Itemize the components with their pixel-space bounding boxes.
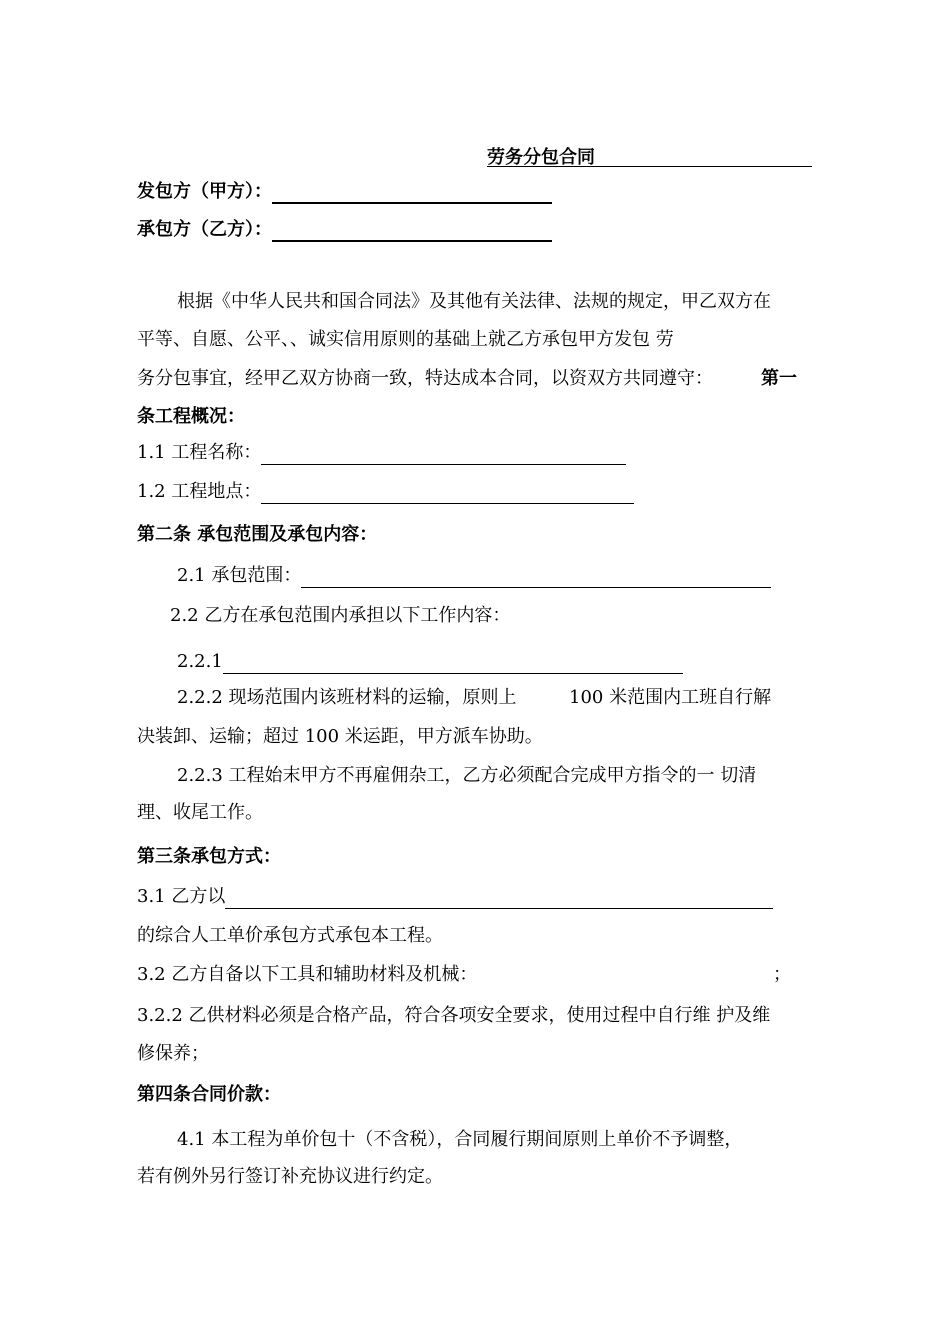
scope-blank: [301, 567, 771, 588]
project-name-blank: [261, 444, 626, 465]
item-1-1: [137, 441, 626, 465]
item-2-2: 2.2 乙方在承包范围内承担以下工作内容：: [170, 605, 511, 626]
item-2-2-1-label: 2.2.1: [177, 651, 223, 672]
item-2-1: [177, 564, 771, 588]
item-3-1: [137, 885, 773, 909]
article-1-heading: 条工程概况：: [137, 406, 245, 427]
work-content-blank: [223, 653, 683, 674]
item-3-2-semicolon: ；: [773, 964, 791, 985]
item-4-1-line-2: 若有例外另行签订补充协议进行约定。: [137, 1166, 443, 1187]
party-a-blank: [272, 182, 552, 204]
item-2-2-2-part-3: 决装卸、运输；超过 100 米运距，甲方派车协助。: [137, 726, 543, 747]
item-2-2-2-part-1: 2.2.2 现场范围内该班材料的运输，原则上: [177, 687, 517, 708]
article-1-prefix: 第一: [761, 368, 797, 389]
item-2-2-1: [177, 650, 683, 674]
item-1-1-label: 1.1 工程名称：: [137, 442, 262, 463]
title-text: 劳务分包合同: [487, 147, 595, 168]
intro-line-1: 根据《中华人民共和国合同法》及其他有关法律、法规的规定，甲乙双方在: [177, 291, 771, 312]
title-underline: [487, 146, 812, 167]
item-3-2-2-line-2: 修保养；: [137, 1043, 209, 1064]
party-a-line: [137, 180, 552, 204]
intro-line-2: 平等、自愿、公平、、诚实信用原则的基础上就乙方承包甲方发包 劳: [137, 329, 674, 350]
item-4-1-line-1: 4.1 本工程为单价包十（不含税），合同履行期间原则上单价不予调整，: [177, 1129, 743, 1150]
item-2-1-label: 2.1 承包范围：: [177, 565, 302, 586]
item-2-2-2-part-2: 100 米范围内工班自行解: [569, 687, 772, 708]
item-1-2-label: 1.2 工程地点：: [137, 481, 262, 502]
party-b-line: [137, 218, 552, 242]
party-b-label: 承包方（乙方）：: [137, 219, 272, 240]
party-b-blank: [272, 220, 552, 242]
article-4-heading: 第四条合同价款：: [137, 1084, 281, 1105]
project-location-blank: [261, 483, 634, 504]
article-3-heading: 第三条承包方式：: [137, 846, 281, 867]
item-2-2-3-line-1: 2.2.3 工程始末甲方不再雇佣杂工，乙方必须配合完成甲方指令的一 切清: [177, 765, 757, 786]
item-3-1-continued: 的综合人工单价承包方式承包本工程。: [137, 925, 443, 946]
item-1-2: [137, 480, 634, 504]
intro-line-3: [137, 367, 713, 391]
article-2-heading: 第二条 承包范围及承包内容：: [137, 524, 378, 545]
item-3-2-2-line-1: 3.2.2 乙供材料必须是合格产品，符合各项安全要求，使用过程中自行维 护及维: [137, 1005, 771, 1026]
item-3-1-label: 3.1 乙方以: [137, 886, 226, 907]
contract-method-blank: [225, 888, 773, 909]
intro-line-3-text: 务分包事宜，经甲乙双方协商一致，特达成本合同，以资双方共同遵守：: [137, 368, 713, 389]
item-3-2: 3.2 乙方自备以下工具和辅助材料及机械：: [137, 964, 478, 985]
item-2-2-3-line-2: 理、收尾工作。: [137, 802, 263, 823]
party-a-label: 发包方（甲方）：: [137, 181, 272, 202]
